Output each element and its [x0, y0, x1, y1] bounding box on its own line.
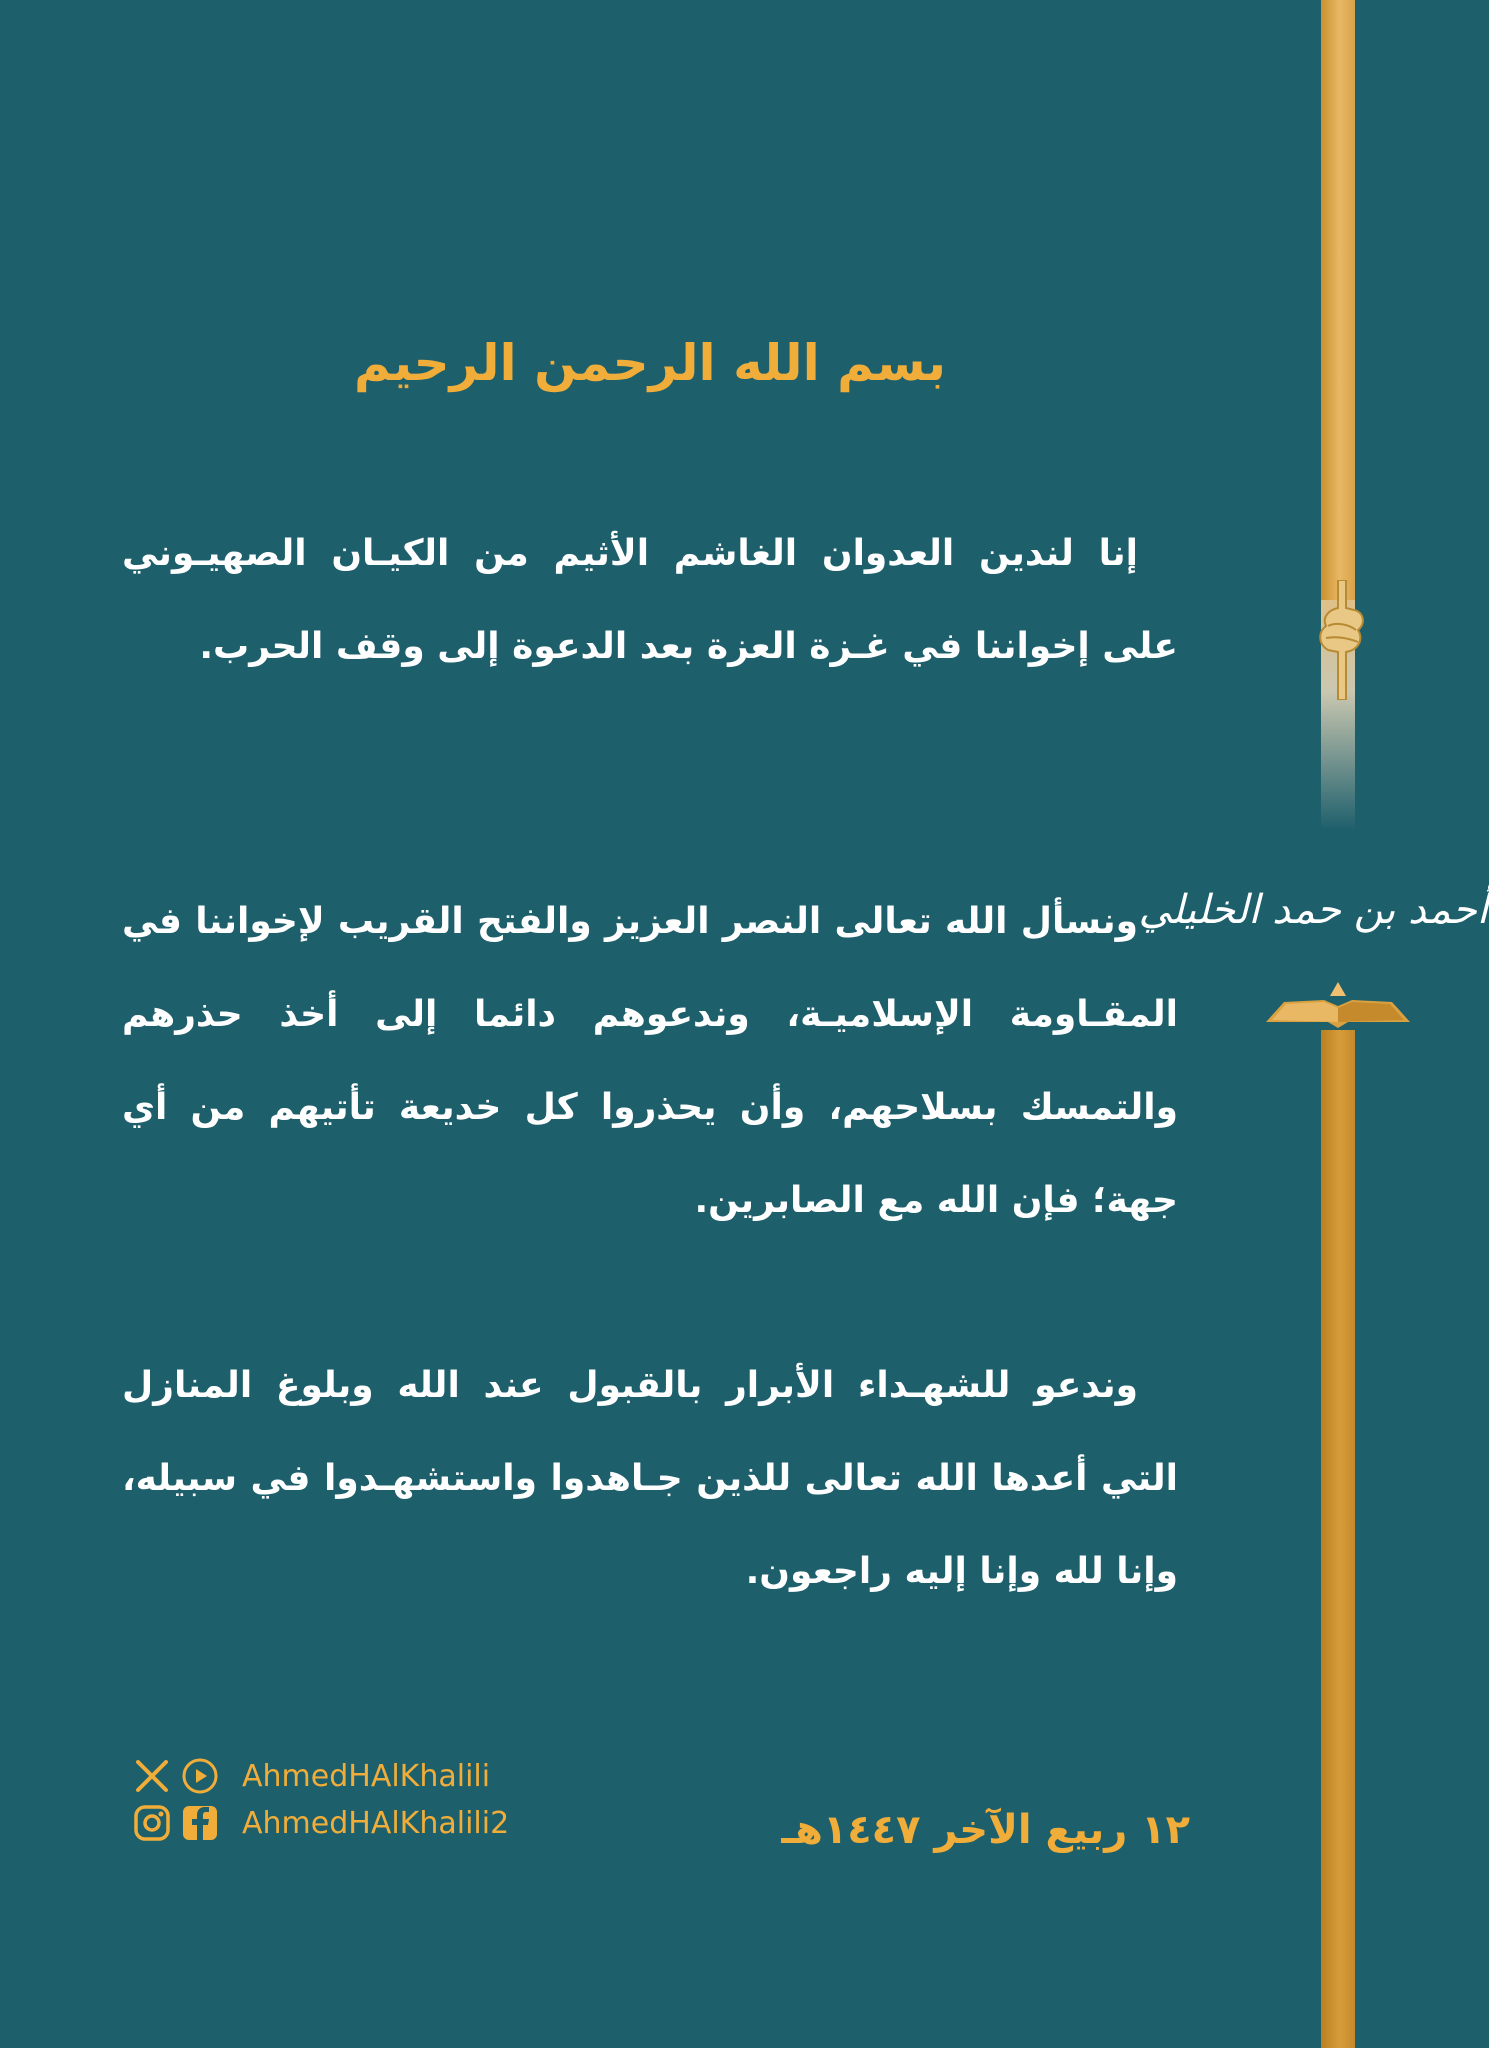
social-row-primary — [132, 1753, 490, 1799]
social-row-secondary — [132, 1800, 509, 1846]
basmala-heading: بسم الله الرحمن الرحيم — [354, 334, 946, 392]
gold-bar-top — [1321, 0, 1355, 600]
social-handle-secondary[interactable]: AhmedHAlKhalili2 — [242, 1805, 510, 1841]
facebook-icon[interactable] — [180, 1803, 220, 1843]
hijri-date: ١٢ ربيع الآخر ١٤٤٧هـ — [781, 1807, 1190, 1853]
author-signature: أحمد بن حمد الخليلي — [1138, 887, 1488, 933]
gold-bar-bottom — [1321, 1030, 1355, 2048]
open-book-icon — [1262, 982, 1414, 1032]
youtube-icon[interactable] — [180, 1756, 220, 1796]
x-icon[interactable] — [132, 1756, 172, 1796]
social-handle-primary[interactable]: AhmedHAlKhalili — [242, 1758, 491, 1794]
statement-paragraph-3: وندعو للشهـداء الأبرار بالقبول عند الله وبلوغ المنازل التي أعدها الله تعالى للذين جـاهدوا واستشهـدوا في سبيله، وإنا لله وإنا إليه راجعون. — [122, 1365, 1178, 1592]
clasped-hands-icon — [1308, 580, 1374, 700]
instagram-icon[interactable] — [132, 1803, 172, 1843]
statement-paragraph-1: إنا لندين العدوان الغاشم الأثيم من الكيـان الصهيـوني على إخواننا في غـزة العزة بعد الدعوة إلى وقف الحرب. — [122, 533, 1178, 667]
statement-paragraph-2: ونسأل الله تعالى النصر العزيز والفتح القريب لإخواننا في المقـاومة الإسلاميـة، وندعوهم دائما إلى أخذ حذرهم والتمسك بسلاحهم، وأن يحذروا كل خديعة تأتيهم من أي جهة؛ فإن الله مع الصابرين. — [122, 901, 1178, 1221]
